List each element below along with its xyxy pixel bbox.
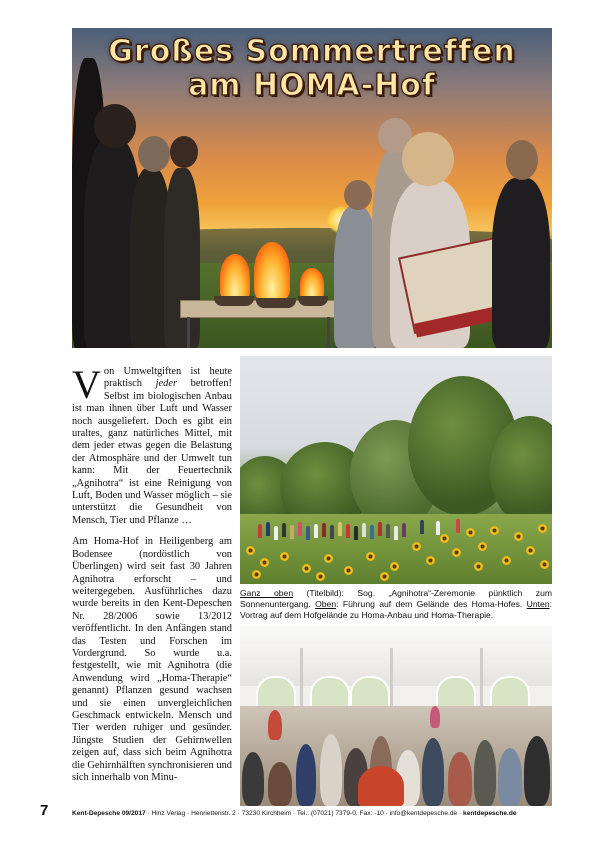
photo-person-head [170, 136, 198, 168]
photo-person-head [344, 180, 372, 210]
fire-bowl [214, 296, 254, 306]
photo-person-head [506, 140, 538, 180]
footer-imprint [72, 810, 552, 817]
caption-text: : Vortrag auf dem Hofgelände zu Homa-Anbau und Homa-Therapie. [240, 599, 552, 620]
drop-cap: V [72, 362, 101, 407]
photo-fire [220, 254, 250, 300]
page-number: 7 [40, 802, 49, 819]
photo-person-head [138, 136, 170, 172]
article-paragraph-1 [72, 362, 233, 527]
footer-website[interactable]: kentdepesche.de [463, 810, 517, 817]
fire-bowl [256, 298, 296, 308]
photo-caption [240, 588, 552, 621]
headline-line-2: am HOMA-Hof [188, 68, 436, 103]
photo-person-head [402, 132, 454, 186]
fire-bowl [298, 296, 328, 306]
photo-fire [254, 242, 290, 300]
article-emphasis: jeder [155, 378, 177, 390]
photo-person [492, 178, 550, 348]
caption-text: (Titelbild): Sog. „Agnihotra“-Zeremonie pünktlich zum Sonnenuntergang. [240, 588, 553, 609]
caption-text: : Führung auf dem Gelände des Homa-Hofes. [336, 599, 527, 609]
caption-label: Unten [526, 599, 550, 609]
photo-person-head [94, 104, 136, 148]
headline-line-1: Großes Sommertreffen [108, 34, 516, 69]
tour-photo [240, 356, 552, 584]
article-text: on Umweltgiften ist heute praktisch [103, 366, 232, 390]
article-body [72, 362, 233, 806]
caption-label: Oben [315, 599, 337, 609]
footer-publisher: · Hinz Verlag · Henriettenstr. 2 · 73230 Kirchheim · Tel.: (07021) 7379-0, Fax: -10 · info@kentdepesche.de · [145, 810, 464, 817]
footer-issue: Kent-Depesche 09/2017 [72, 810, 146, 817]
red-hat [358, 766, 404, 806]
article-paragraph-2: Am Homa-Hof in Heiligenberg am Bodensee (nordöstlich von Überlingen) wird seit fast 30 Jahren Agnihotra erforscht – und weitergegeben. Ausführliches dazu wurde bereits in den Kent-Depeschen Nr. 28/2006 sowie 13/2012 veröffentlicht. In den Anfängen stand das Testen und Forschen im Vordergrund. So wurde u.a. festgestellt, wie mit Agnihotra (die Anwendung wird „Homa-Therapie“ genannt) Pflanzen gesund wachsen und sie einen unvergleichlichen Geschmack entwickeln. Mensch und Tier werden ruhiger und gesünder. Jüngste Studien der Gehirnwellen zeigen auf, dass sich beim Agnihotra die Gehirnhälften synchronisieren und sich innerhalb von Minu- [72, 536, 232, 783]
lecture-photo [240, 626, 552, 806]
title-photo [72, 28, 552, 348]
photo-person [164, 168, 200, 348]
caption-label: Ganz oben [240, 588, 294, 598]
article-text: betroffen! Selbst im biologischen Anbau ist man ihnen über Luft und Wasser noch ausgeliefert. Doch es gibt ein uraltes, ganz natürliches Mittel, mit dem jeder etwas gegen die Belastung der Atmosphäre und der Umwelt tun kann: Mit der Feuertechnik „Agnihotra“ ist eine Reinigung von Luft, Boden und Wasser möglich – sie unterstützt die Gesundheit von Mensch, Tier und Pflanze … [72, 378, 233, 526]
speaker [430, 706, 440, 728]
